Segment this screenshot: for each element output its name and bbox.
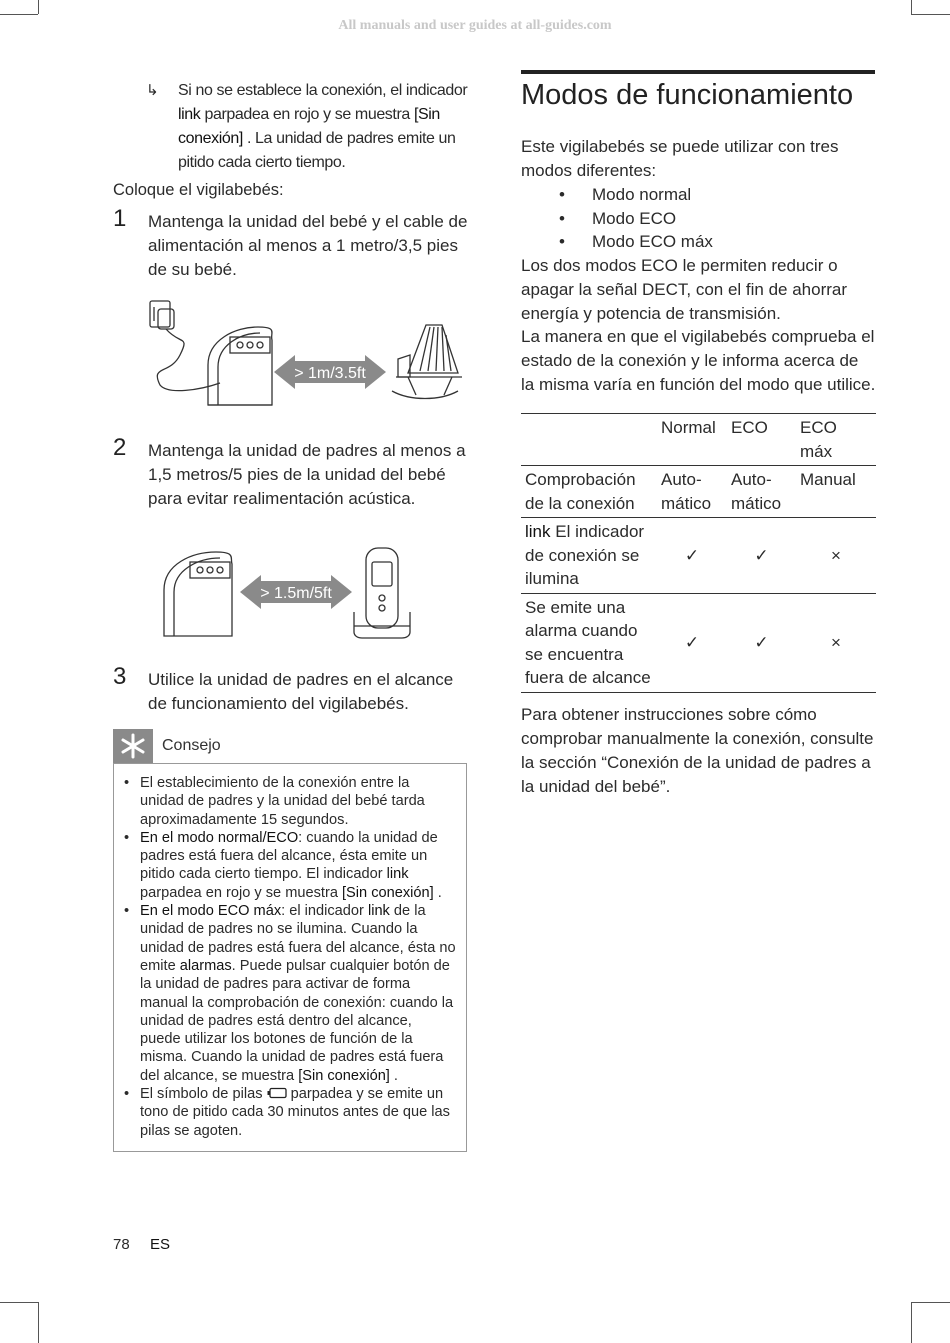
- battery-icon: [267, 1087, 287, 1099]
- place-heading: Coloque el vigilabebés:: [113, 181, 284, 199]
- page-number: 78: [113, 1236, 130, 1253]
- list-item: • Modo normal: [521, 183, 876, 207]
- crop-mark: [911, 1302, 950, 1303]
- page-title: Modos de funcionamiento: [521, 79, 854, 111]
- table-row: [521, 466, 876, 518]
- step-number: 3: [113, 663, 127, 690]
- table-cell: link El indicador de conexión se ilumina: [525, 522, 645, 588]
- note-text: . La unidad de padres emite un pitido cada cierto tiempo.: [178, 130, 456, 171]
- check-icon: ✓: [754, 545, 769, 565]
- eco-paragraph: Los dos modos ECO le permiten reducir o apagar la señal DECT, con el fin de ahorrar energía y potencia de transmisión.: [521, 256, 848, 323]
- distance-label: > 1.5m/5ft: [260, 585, 332, 602]
- cross-icon: ×: [831, 545, 841, 565]
- tip-item: • En el modo normal/ECO: cuando la unidad de padres está fuera del alcance, ésta emite un pitido cada cierto tiempo. El indicador link parpadea en rojo y se muestra [Sin conexión] .: [114, 829, 456, 902]
- tip-box: [113, 763, 467, 1152]
- baby-unit-distance-figure: [140, 295, 470, 420]
- intro-text: Este vigilabebés se puede utilizar con tres modos diferentes:: [521, 137, 839, 180]
- connection-paragraph: La manera en que el vigilabebés comprueba el estado de la conexión y le informa acerca de la misma varía en función del modo que utilice.: [521, 327, 876, 394]
- link-indicator-label: link: [178, 106, 201, 123]
- table-cell: Comprobación de la conexión: [525, 470, 636, 513]
- crop-mark: [0, 14, 38, 15]
- language-code: ES: [150, 1236, 171, 1253]
- connection-note: [146, 79, 470, 175]
- tip-header: [113, 729, 468, 763]
- cross-icon: ×: [831, 632, 841, 652]
- table-row: [521, 414, 876, 466]
- step-text: Mantenga la unidad del bebé y el cable de alimentación al menos a 1 metro/3,5 pies de su bebé.: [148, 212, 468, 279]
- table-cell: Manual: [800, 470, 856, 489]
- asterisk-icon: [113, 729, 153, 763]
- table-row: [521, 593, 876, 692]
- table-cell: Se emite una alarma cuando se encuentra fuera de alcance: [525, 597, 651, 687]
- distance-label: > 1m/3.5ft: [294, 365, 366, 382]
- crop-mark: [38, 1302, 39, 1343]
- step-number: 1: [113, 205, 127, 232]
- arrow-icon: ↳: [146, 82, 159, 99]
- table-header: ECO máx: [800, 418, 837, 461]
- crop-mark: [911, 1302, 912, 1343]
- note-text: parpadea en rojo y se muestra: [200, 106, 414, 123]
- modes-list: [521, 183, 876, 254]
- parent-unit-distance-figure: [160, 540, 420, 645]
- check-icon: ✓: [754, 632, 769, 652]
- manual-check-paragraph: Para obtener instrucciones sobre cómo comprobar manualmente la conexión, consulte la sección “Conexión de la unidad de padres a la unidad del bebé”.: [521, 705, 874, 796]
- crop-mark: [38, 0, 39, 14]
- table-header: Normal: [661, 418, 716, 437]
- table-cell: [521, 414, 657, 466]
- crop-mark: [0, 1302, 38, 1303]
- check-icon: ✓: [684, 545, 700, 565]
- table-cell: Auto- mático: [731, 470, 782, 513]
- status-label: [Sin conexión]: [178, 106, 440, 147]
- tip-item: • El símbolo de pilas parpadea y se emite un tono de pitido cada 30 minutos antes de que las pilas se agoten.: [114, 1085, 456, 1140]
- check-icon: ✓: [684, 632, 700, 652]
- modes-table: [521, 413, 876, 693]
- crop-mark: [911, 0, 912, 14]
- list-item: • Modo ECO máx: [521, 230, 876, 254]
- step-number: 2: [113, 434, 127, 461]
- title-rule: [521, 70, 875, 74]
- watermark: All manuals and user guides at all-guides.com: [338, 18, 612, 33]
- tip-item: • En el modo ECO máx: el indicador link de la unidad de padres no se ilumina. Cuando la unidad de padres está fuera del alcance, ésta no emite alarmas. Puede pulsar cualquier botón de la unidad de padres para activar de forma manual la comprobación de conexión: cuando la unidad de padres está dentro del alcance, puede utilizar los botones de función de la misma. Cuando la unidad de padres está fuera del alcance, se muestra [Sin conexión] .: [114, 902, 456, 1085]
- note-text: Si no se establece la conexión, el indicador: [178, 82, 468, 99]
- crop-mark: [911, 14, 950, 15]
- table-header: ECO: [731, 418, 768, 437]
- table-row: [521, 518, 876, 594]
- tip-label: Consejo: [162, 737, 221, 754]
- step-text: Mantenga la unidad de padres al menos a 1,5 metros/5 pies de la unidad del bebé para evitar realimentación acústica.: [148, 441, 466, 508]
- step-text: Utilice la unidad de padres en el alcance de funcionamiento del vigilabebés.: [148, 670, 454, 713]
- tip-item: • El establecimiento de la conexión entre la unidad de padres y la unidad del bebé tarda aproximadamente 15 segundos.: [114, 774, 456, 829]
- table-cell: Auto- mático: [661, 470, 712, 513]
- list-item: • Modo ECO: [521, 207, 876, 231]
